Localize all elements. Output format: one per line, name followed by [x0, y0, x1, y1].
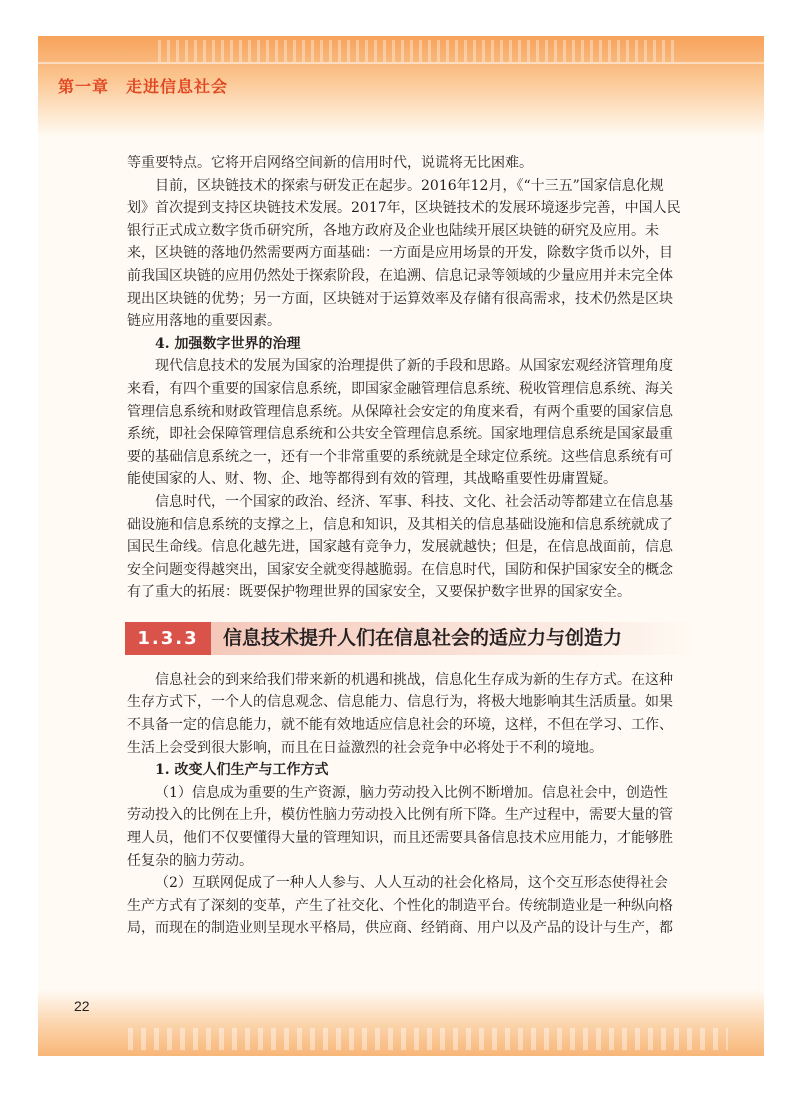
- text-line: 银行正式成立数字货币研究所，各地方政府及企业也陆续开展区块链的研究及应用。未: [127, 222, 659, 239]
- text-line: 链应用落地的重要因素。: [127, 313, 281, 330]
- text-line: 能使国家的人、财、物、企、地等都得到有效的管理，其战略重要性毋庸置疑。: [127, 471, 617, 488]
- text-line: 生活上会受到很大影响，而且在日益激烈的社会竞争中必将处于不利的境地。: [127, 739, 603, 756]
- footer-decoration: [128, 1028, 728, 1050]
- text-line: 理人员，他们不仅要懂得大量的管理知识，而且还需要具备信息技术应用能力，才能够胜: [127, 830, 673, 847]
- section-number: 1.3.3: [125, 622, 211, 655]
- text-line: 管理信息系统和财政管理信息系统。从保障社会安定的角度来看，有两个重要的国家信息: [127, 403, 673, 420]
- text-line: 有了重大的拓展：既要保护物理世界的国家安全，又要保护数字世界的国家安全。: [127, 584, 631, 601]
- subheading: 1. 改变人们生产与工作方式: [155, 762, 329, 779]
- page-content: [127, 152, 690, 940]
- text-line: 来看，有四个重要的国家信息系统，即国家金融管理信息系统、税收管理信息系统、海关: [127, 380, 673, 397]
- text-line: 局，而现在的制造业则呈现水平格局，供应商、经销商、用户以及产品的设计与生产，都: [127, 920, 673, 937]
- text-line: （1）信息成为重要的生产资源，脑力劳动投入比例不断增加。信息社会中，创造性: [155, 784, 668, 801]
- text-line: 信息社会的到来给我们带来新的机遇和挑战，信息化生存成为新的生存方式。在这种: [155, 671, 673, 688]
- text-line: 目前，区块链技术的探索与研发正在起步。2016年12月，《“十三五”国家信息化规: [155, 177, 664, 194]
- text-line: 国民生命线。信息化越先进，国家越有竞争力，发展就越快；但是，在信息战面前，信息: [127, 539, 673, 556]
- page-footer-band: [38, 990, 764, 1056]
- text-line: 生存方式下，一个人的信息观念、信息能力、信息行为，将极大地影响其生活质量。如果: [127, 694, 673, 711]
- text-line: 生产方式有了深刻的变革，产生了社交化、个性化的制造平台。传统制造业是一种纵向格: [127, 897, 673, 914]
- text-line: 信息时代，一个国家的政治、经济、军事、科技、文化、社会活动等都建立在信息基: [155, 493, 673, 510]
- text-line: 现出区块链的优势；另一方面，区块链对于运算效率及存储有很高需求，技术仍然是区块: [127, 290, 673, 307]
- header-decoration: [158, 40, 678, 62]
- text-line: 任复杂的脑力劳动。: [127, 852, 253, 869]
- text-line: （2）互联网促成了一种人人参与、人人互动的社会化格局，这个交互形态使得社会: [155, 875, 668, 892]
- section-title: 信息技术提升人们在信息社会的适应力与创造力: [223, 626, 623, 649]
- text-line: 等重要特点。它将开启网络空间新的信用时代，说谎将无比困难。: [127, 155, 533, 171]
- subheading: 4. 加强数字世界的治理: [155, 335, 301, 352]
- text-line: 现代信息技术的发展为国家的治理提供了新的手段和思路。从国家宏观经济管理角度: [155, 358, 673, 375]
- text-line: 不具备一定的信息能力，就不能有效地适应信息社会的环境，这样，不但在学习、工作、: [127, 717, 673, 734]
- body-text-top: [127, 152, 690, 604]
- body-text-bottom: [127, 669, 690, 940]
- text-line: 要的基础信息系统之一，还有一个非常重要的系统就是全球定位系统。这些信息系统有可: [127, 448, 673, 465]
- text-line: 劳动投入的比例在上升，模仿性脑力劳动投入比例有所下降。生产过程中，需要大量的管: [127, 807, 673, 824]
- text-line: 前我国区块链的应用仍然处于探索阶段，在追溯、信息记录等领域的少量应用并未完全体: [127, 267, 673, 284]
- text-line: 系统，即社会保障管理信息系统和公共安全管理信息系统。国家地理信息系统是国家最重: [127, 426, 673, 443]
- header-decoration-line: [38, 62, 764, 64]
- text-line: 来，区块链的落地仍然需要两方面基础：一方面是应用场景的开发，除数字货币以外，目: [127, 245, 673, 262]
- chapter-title: 第一章 走进信息社会: [58, 77, 229, 96]
- text-line: 安全问题变得越突出，国家安全就变得越脆弱。在信息时代，国防和保护国家安全的概念: [127, 561, 673, 578]
- page-number: 22: [74, 998, 90, 1014]
- text-line: 础设施和信息系统的支撑之上，信息和知识，及其相关的信息基础设施和信息系统就成了: [127, 516, 673, 533]
- section-heading: [125, 622, 697, 655]
- text-line: 划》首次提到支持区块链技术发展。2017年，区块链技术的发展环境逐步完善，中国人民: [127, 200, 681, 217]
